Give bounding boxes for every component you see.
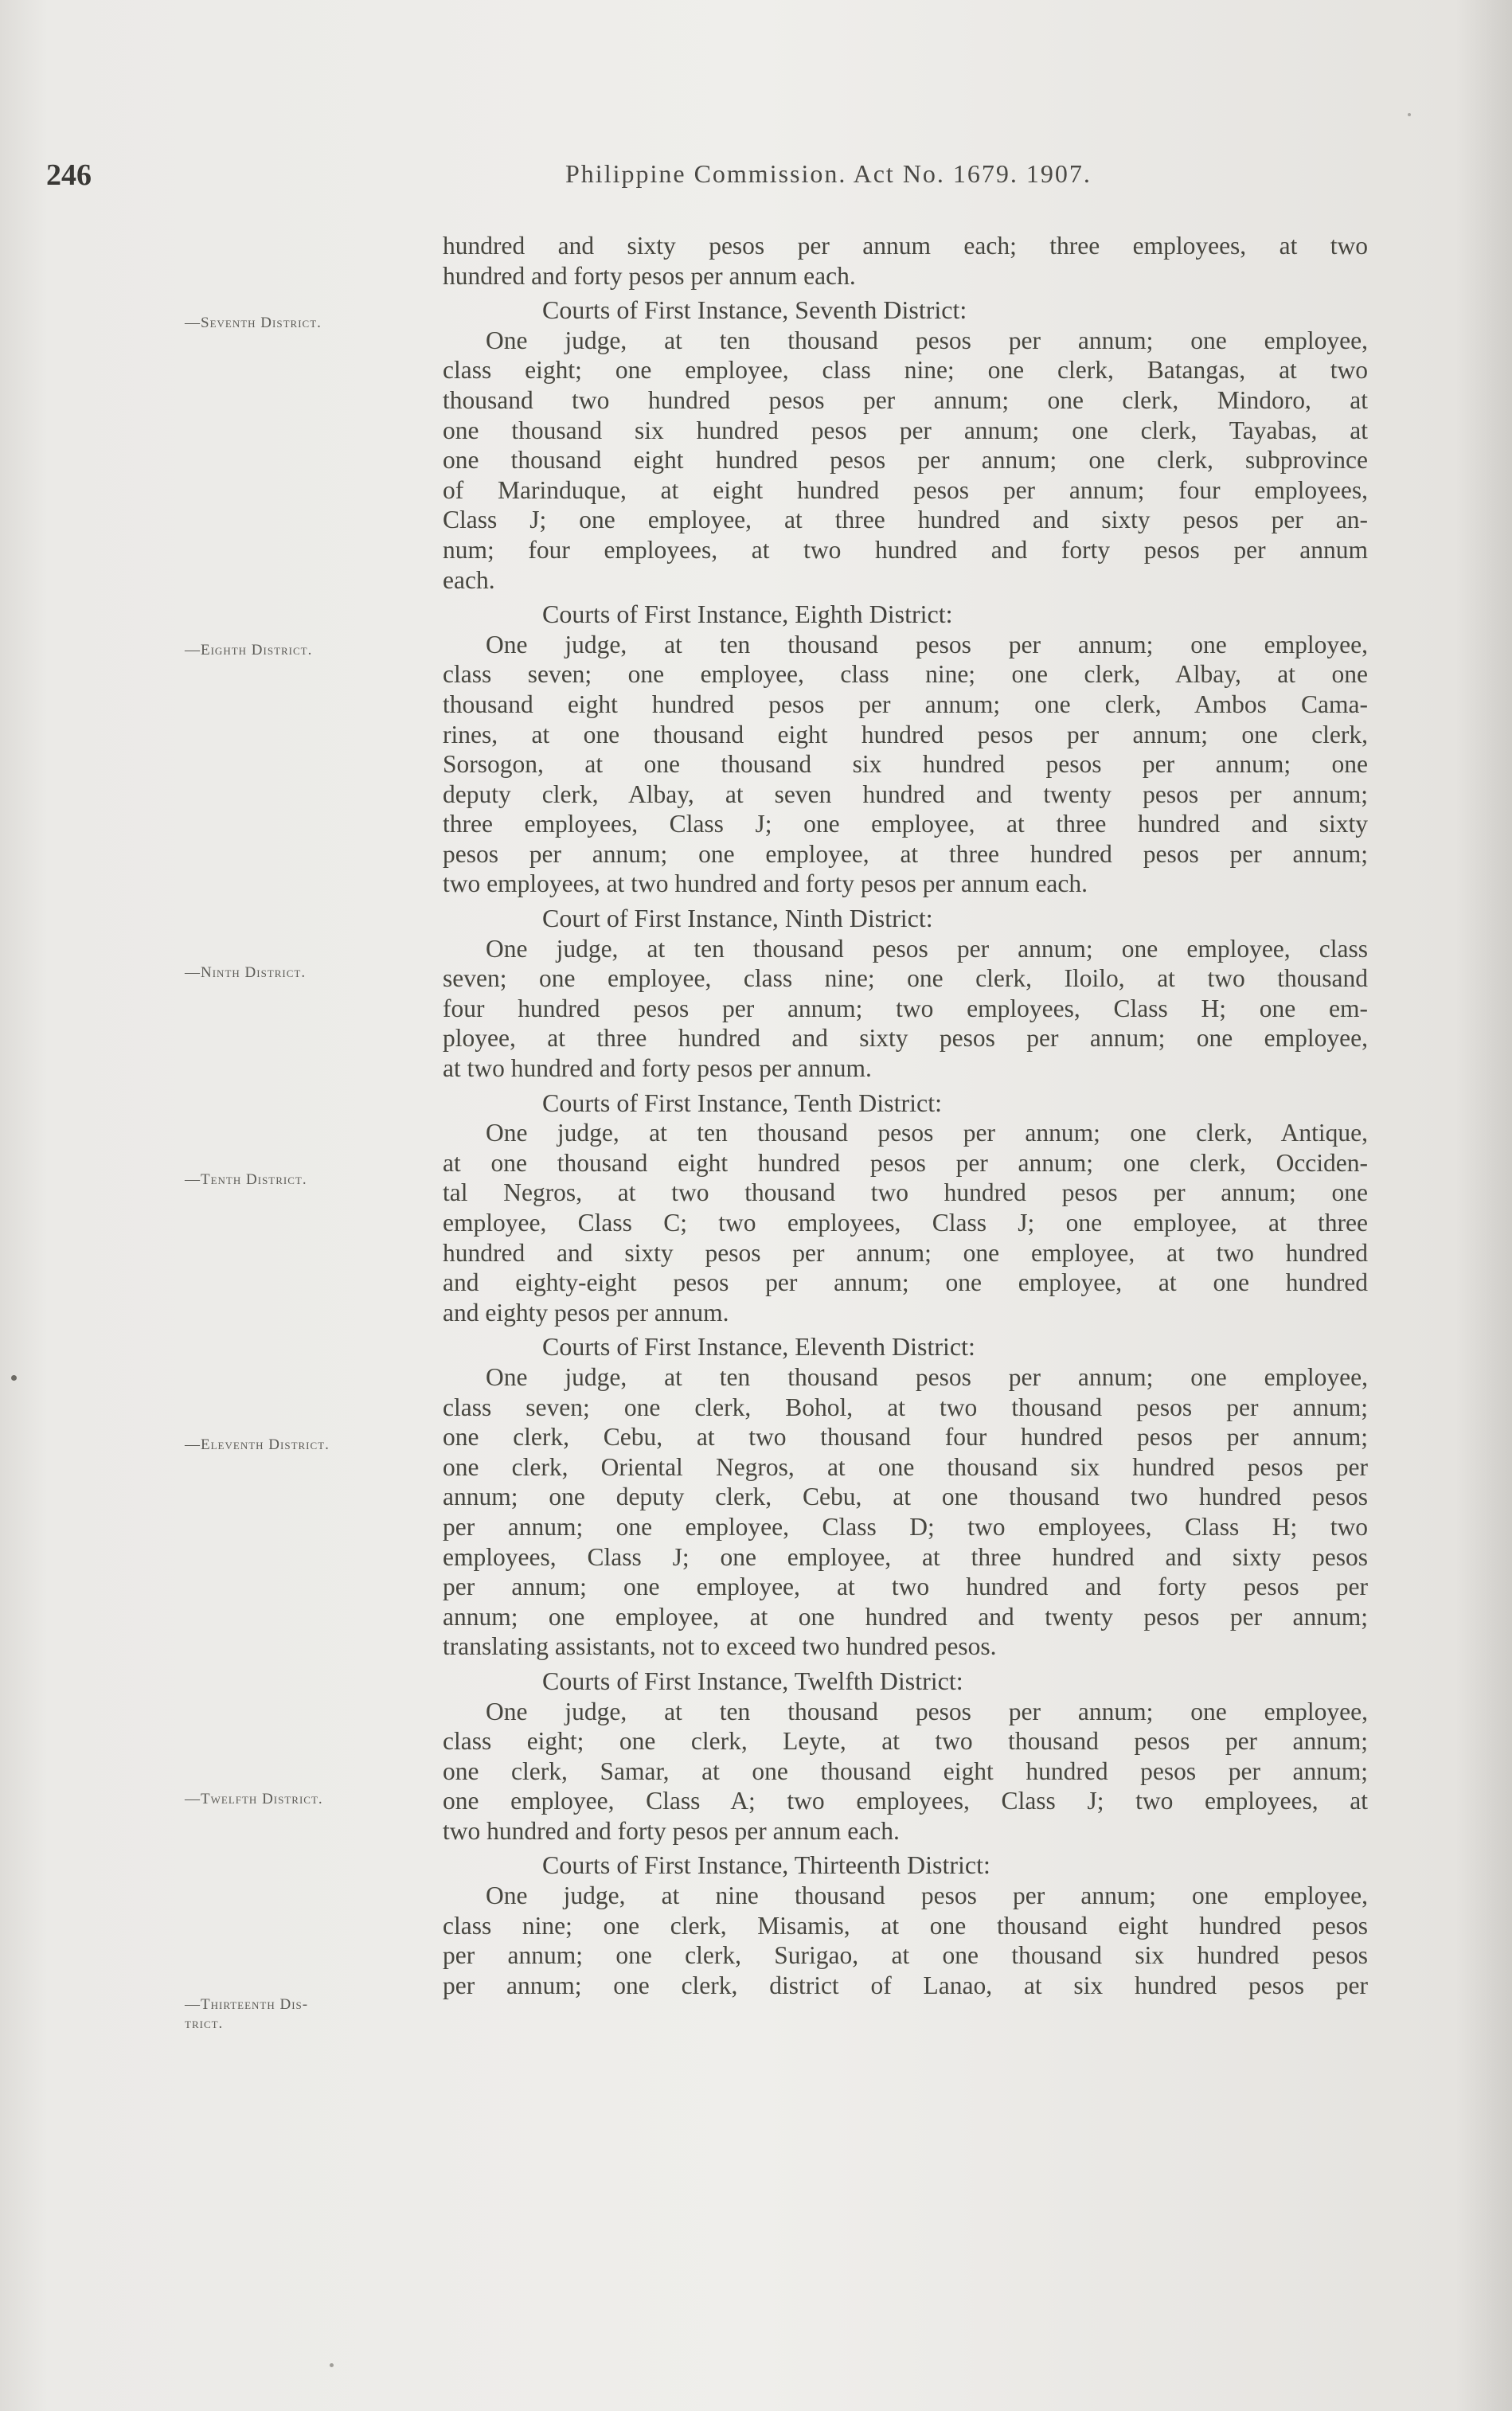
text-line: One judge, at ten thousand pesos per annum; one employee,	[486, 630, 1368, 658]
text-line: hundred and sixty pesos per annum; one employee, at two hundred	[443, 1238, 1368, 1267]
section-heading-eleventh: Courts of First Instance, Eleventh District:	[542, 1332, 975, 1362]
text-line: hundred and sixty pesos per annum each; three employees, at two	[443, 232, 1368, 260]
text-line: one clerk, Cebu, at two thousand four hundred pesos per annum;	[443, 1423, 1368, 1452]
text-line: class seven; one employee, class nine; one clerk, Albay, at one	[443, 660, 1368, 689]
text-line: rines, at one thousand eight hundred pesos per annum; one clerk,	[443, 720, 1368, 748]
text-line: pesos per annum; one employee, at three hundred pesos per annum;	[443, 839, 1368, 868]
margin-note-eighth: —Eighth District.	[185, 642, 313, 658]
body-text	[443, 231, 1368, 2000]
text-line: two hundred and forty pesos per annum each.	[443, 1816, 900, 1845]
text-line: at one thousand eight hundred pesos per annum; one clerk, Occiden-	[443, 1148, 1368, 1177]
text-line: per annum; one clerk, district of Lanao, at six hundred pesos per	[443, 1971, 1368, 1999]
text-line: One judge, at ten thousand pesos per annum; one employee, class	[486, 934, 1368, 963]
running-head: Philippine Commission. Act No. 1679. 1907.	[565, 159, 1092, 188]
paper-speck	[1408, 113, 1411, 116]
text-line: class eight; one employee, class nine; one clerk, Batangas, at two	[443, 356, 1368, 385]
text-line: class seven; one clerk, Bohol, at two thousand pesos per annum;	[443, 1393, 1368, 1421]
page-number: 246	[46, 158, 92, 192]
text-line: two employees, at two hundred and forty pesos per annum each.	[443, 869, 1088, 898]
text-line: one employee, Class A; two employees, Class J; two employees, at	[443, 1787, 1368, 1815]
margin-note-twelfth: —Twelfth District.	[185, 1791, 323, 1807]
text-line: of Marinduque, at eight hundred pesos per annum; four employees,	[443, 475, 1368, 504]
text-line: per annum; one clerk, Surigao, at one thousand six hundred pesos	[443, 1941, 1368, 1970]
text-line: One judge, at ten thousand pesos per annum; one clerk, Antique,	[486, 1119, 1368, 1147]
text-line: One judge, at ten thousand pesos per annum; one employee,	[486, 1362, 1368, 1391]
text-line: thousand two hundred pesos per annum; one clerk, Mindoro, at	[443, 385, 1368, 414]
text-line: One judge, at nine thousand pesos per annum; one employee,	[486, 1882, 1368, 1910]
text-line: one clerk, Oriental Negros, at one thousand six hundred pesos per	[443, 1452, 1368, 1481]
text-line: one thousand six hundred pesos per annum; one clerk, Tayabas, at	[443, 416, 1368, 444]
text-line: One judge, at ten thousand pesos per annum; one employee,	[486, 1697, 1368, 1725]
text-line: One judge, at ten thousand pesos per annum; one employee,	[486, 326, 1368, 354]
text-line: annum; one deputy clerk, Cebu, at one thousand two hundred pesos	[443, 1483, 1368, 1511]
text-line: class nine; one clerk, Misamis, at one thousand eight hundred pesos	[443, 1911, 1368, 1940]
text-line: four hundred pesos per annum; two employees, Class H; one em-	[443, 994, 1368, 1022]
page-header	[0, 158, 1512, 197]
margin-note-seventh: —Seventh District.	[185, 315, 322, 331]
text-line: and eighty-eight pesos per annum; one employee, at one hundred	[443, 1268, 1368, 1297]
text-line: hundred and forty pesos per annum each.	[443, 261, 856, 290]
text-line: and eighty pesos per annum.	[443, 1298, 729, 1327]
text-line: per annum; one employee, at two hundred and forty pesos per	[443, 1573, 1368, 1601]
text-line: Sorsogon, at one thousand six hundred pesos per annum; one	[443, 750, 1368, 779]
text-line: three employees, Class J; one employee, at three hundred and sixty	[443, 810, 1368, 838]
section-heading-thirteenth: Courts of First Instance, Thirteenth District:	[542, 1850, 990, 1880]
margin-note-thirteenth-line-2: trict.	[185, 2015, 224, 2032]
margin-note-eleventh: —Eleventh District.	[185, 1436, 330, 1453]
section-heading-eighth: Courts of First Instance, Eighth District:	[542, 600, 953, 629]
section-heading-twelfth: Courts of First Instance, Twelfth District:	[542, 1666, 963, 1695]
text-line: one thousand eight hundred pesos per annum; one clerk, subprovince	[443, 446, 1368, 475]
paper-speck	[11, 1375, 17, 1381]
text-line: at two hundred and forty pesos per annum.	[443, 1054, 872, 1083]
text-line: class eight; one clerk, Leyte, at two thousand pesos per annum;	[443, 1727, 1368, 1756]
text-line: translating assistants, not to exceed two hundred pesos.	[443, 1632, 997, 1661]
margin-note-thirteenth-line-1: —Thirteenth Dis-	[185, 1996, 309, 2013]
section-heading-tenth: Courts of First Instance, Tenth District:	[542, 1088, 942, 1117]
text-line: one clerk, Samar, at one thousand eight hundred pesos per annum;	[443, 1756, 1368, 1785]
text-line: tal Negros, at two thousand two hundred pesos per annum; one	[443, 1178, 1368, 1207]
text-line: employees, Class J; one employee, at three hundred and sixty pesos	[443, 1542, 1368, 1571]
margin-note-thirteenth	[185, 1995, 424, 2034]
margin-note-tenth: —Tenth District.	[185, 1171, 307, 1188]
text-line: Class J; one employee, at three hundred and sixty pesos per an-	[443, 506, 1368, 534]
text-line: ployee, at three hundred and sixty pesos per annum; one employee,	[443, 1024, 1368, 1053]
section-heading-seventh: Courts of First Instance, Seventh District:	[542, 295, 967, 325]
text-line: thousand eight hundred pesos per annum; one clerk, Ambos Cama-	[443, 690, 1368, 718]
section-heading-ninth: Court of First Instance, Ninth District:	[542, 904, 933, 933]
text-line: annum; one employee, at one hundred and twenty pesos per annum;	[443, 1602, 1368, 1631]
text-line: seven; one employee, class nine; one clerk, Iloilo, at two thousand	[443, 964, 1368, 993]
paper-speck	[330, 2363, 334, 2367]
text-line: each.	[443, 565, 495, 594]
text-line: per annum; one employee, Class D; two employees, Class H; two	[443, 1512, 1368, 1541]
binding-shadow	[1456, 0, 1512, 2411]
text-line: num; four employees, at two hundred and forty pesos per annum	[443, 535, 1368, 564]
text-line: deputy clerk, Albay, at seven hundred and twenty pesos per annum;	[443, 780, 1368, 808]
margin-note-ninth: —Ninth District.	[185, 964, 307, 981]
text-line: employee, Class C; two employees, Class J; one employee, at three	[443, 1209, 1368, 1237]
